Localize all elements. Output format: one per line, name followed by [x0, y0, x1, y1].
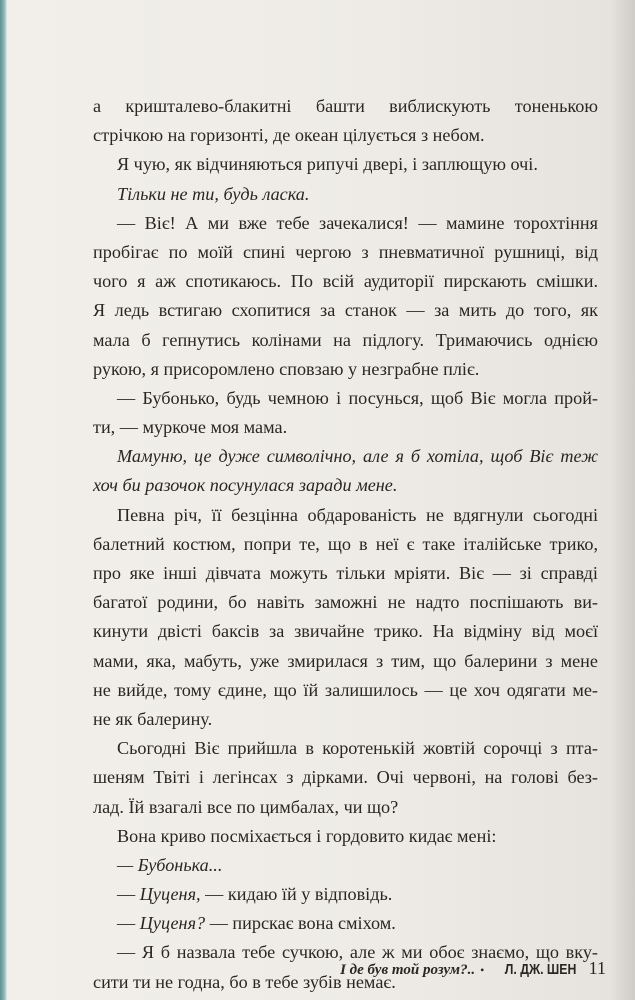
page-footer	[0, 957, 606, 981]
page-left-edge	[0, 0, 7, 1000]
text-line: стрічкою на горизонті, де океан цілується з небом.	[93, 125, 485, 146]
text-line: Я чую, як відчиняються рипучі двері, і заплющую очі.	[117, 154, 538, 175]
text-line: а кришталево-блакитні башти виблискують тоненькою	[93, 96, 598, 116]
text-line: кинути двісті баксів за звичайне трико. На відміну від моєї	[93, 621, 598, 642]
text-line: пробігає по моїй спині чергою з пневматичної рушниці, від	[93, 241, 598, 262]
text-fragment: Цуценя?	[139, 913, 206, 934]
text-line: лад. Їй взагалі все по цимбалах, чи що?	[93, 796, 399, 817]
footer-bullet: •	[480, 963, 485, 977]
text-line: Тільки не ти, будь ласка.	[117, 183, 310, 204]
text-fragment: —	[117, 913, 140, 934]
footer-book-title: І де був той розум?..	[340, 962, 476, 978]
text-line: сити ти не годна, бо в тебе зубів немає.	[93, 971, 396, 992]
text-line: про яке інші дівчата можуть тільки мріяти. Віє — зі справді	[93, 563, 598, 583]
text-line	[93, 880, 598, 909]
text-line: — Віє! А ми вже тебе зачекалися! — мамине торохтіння	[117, 212, 598, 233]
text-line: шеням Твіті і легінсах з дірками. Очі червоні, на голові без-	[93, 767, 598, 788]
text-line: не вийде, тому єдине, що їй залишилось — це хоч одягати ме-	[93, 679, 598, 700]
text-line: Вона криво посміхається і гордовито кидає мені:	[117, 825, 497, 846]
text-line: рукою, я присоромлено сповзаю у незграбне пліє.	[93, 358, 480, 379]
text-line: мала б гепнутись колінами на підлогу. Тримаючись однією	[93, 329, 598, 350]
text-fragment: — кидаю їй у відповідь.	[200, 884, 393, 905]
text-line: балетний костюм, попри те, що в неї є таке італійське трико,	[93, 533, 598, 554]
page-number: 11	[588, 958, 606, 978]
text-line: мами, яка, мабуть, уже змирилася з тим, що балерини з мене	[93, 650, 598, 671]
text-line: — Я б назвала тебе сучкою, але ж ми обоє знаємо, що вку-	[117, 942, 598, 963]
text-line: — Бубонька...	[117, 854, 223, 875]
text-line	[93, 909, 598, 938]
text-fragment: — пирскає вона сміхом.	[205, 913, 396, 934]
text-line: хоч би разочок посунулася заради мене.	[93, 475, 398, 496]
page-text	[93, 92, 598, 997]
text-line: Певна річ, її безцінна обдарованість не вдягнули сьогодні	[117, 504, 598, 525]
text-fragment: —	[117, 884, 140, 905]
text-line: ти, — муркоче моя мама.	[93, 417, 288, 438]
text-line: Я ледь встигаю схопитися за станок — за мить до того, як	[93, 300, 598, 321]
text-line: чого я аж спотикаюсь. По всій аудиторії пирскають смішки.	[93, 271, 598, 292]
text-line: Мамуню, це дуже символічно, але я б хотіла, щоб Віє теж	[117, 446, 598, 467]
text-line: багатої родини, бо навіть заможні не надто поспішають ви-	[93, 592, 598, 613]
text-line: Сьогодні Віє прийшла в коротенькій жовтій сорочці з пта-	[117, 738, 598, 759]
text-line: не як балерину.	[93, 708, 213, 729]
footer-author: Л. ДЖ. ШЕН	[505, 961, 577, 978]
text-line: — Бубонько, будь чемною і посунься, щоб Віє могла прой-	[117, 387, 598, 408]
text-fragment: Цуценя,	[139, 884, 201, 905]
